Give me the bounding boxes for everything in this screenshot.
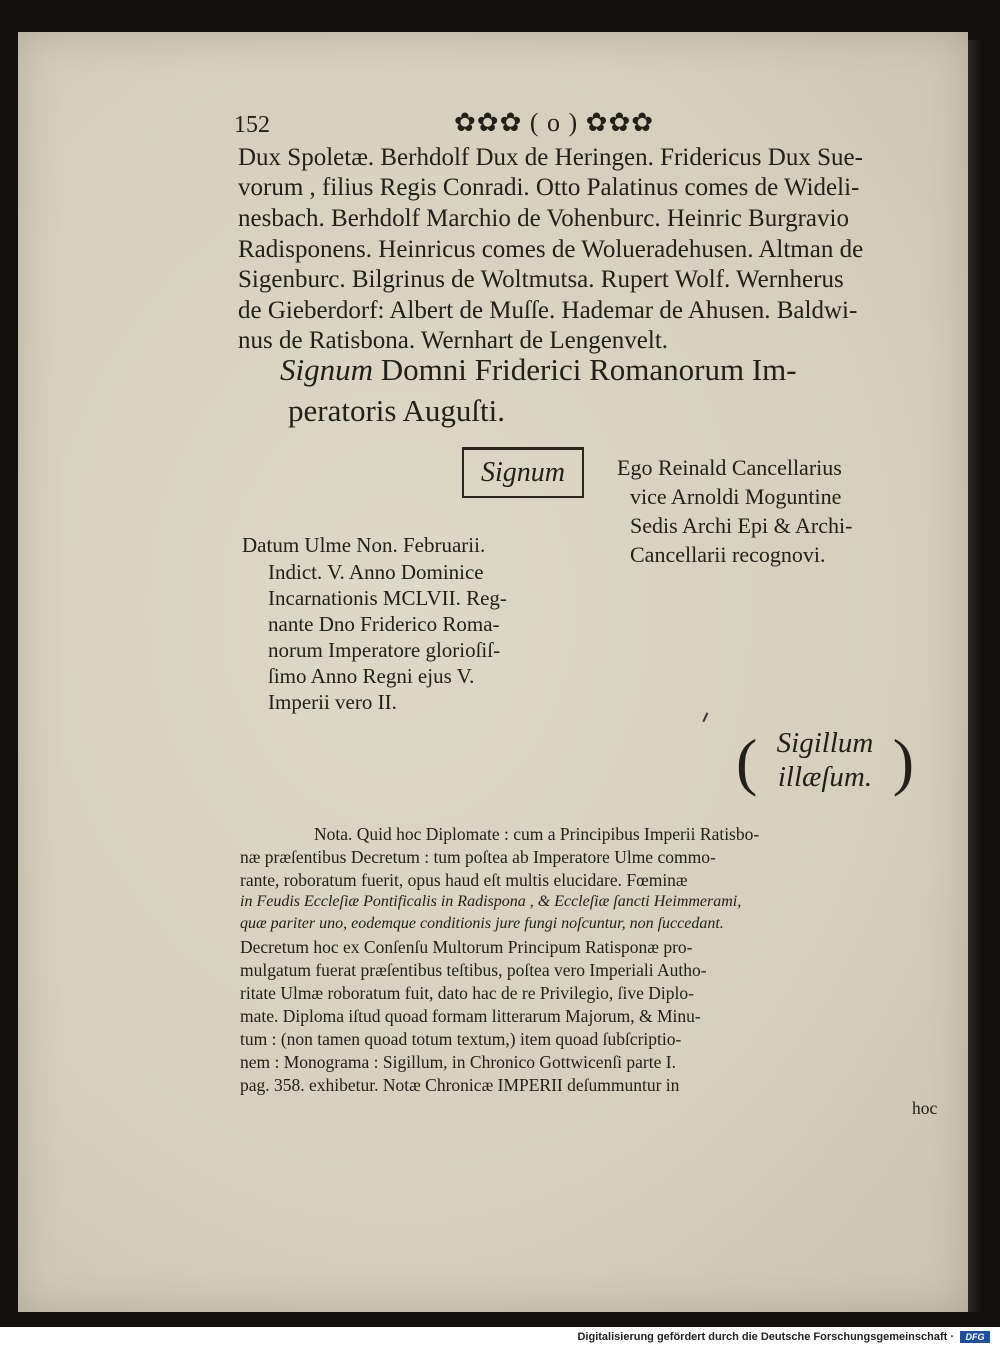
signum-heading-line2: peratoris Auguſti. — [288, 393, 505, 428]
body-line: Dux Spoletæ. Berhdolf Dux de Heringen. Fridericus Dux Sue- — [238, 144, 863, 171]
nota-line-italic: in Feudis Eccleſiæ Pontificalis in Radispona , & Eccleſiæ ſancti Heimmerami, — [240, 893, 742, 910]
datum-line: nante Dno Friderico Roma- — [268, 612, 500, 636]
page-edge — [968, 40, 984, 1312]
chancellor-line: Cancellarii recognovi. — [630, 542, 826, 567]
footer-bar — [0, 1327, 1000, 1347]
chancellor-line: Ego Reinald Cancellarius — [617, 455, 842, 480]
datum-line: Incarnationis MCLVII. Reg- — [268, 586, 507, 610]
body-line: Sigenburc. Bilgrinus de Woltmutsa. Rupert Wolf. Wernherus — [238, 266, 844, 293]
catchword: hoc — [912, 1098, 938, 1118]
signum-monogram-box: Signum — [462, 447, 584, 498]
page-number: 152 — [234, 112, 270, 138]
nota-line: næ præſentibus Decretum : tum poſtea ab Imperatore Ulme commo- — [240, 847, 716, 867]
dfg-logo[interactable]: DFG — [960, 1331, 990, 1343]
signum-heading-line1 — [280, 352, 797, 388]
body-line: de Gieberdorf: Albert de Muſſe. Hademar de Ahusen. Baldwi- — [238, 297, 858, 324]
seal-bracket-right: ) — [892, 726, 914, 797]
nota-line: mate. Diploma iſtud quoad formam litterarum Majorum, & Minu- — [240, 1006, 701, 1026]
nota-line: Nota. Quid hoc Diplomate : cum a Principibus Imperii Ratisbo- — [314, 824, 760, 844]
nota-line: ritate Ulmæ roboratum fuit, dato hac de re Privilegio, ſive Diplo- — [240, 983, 694, 1003]
datum-line: ſimo Anno Regni ejus V. — [268, 664, 475, 688]
funding-credit: Digitalisierung gefördert durch die Deutsche Forschungsgemeinschaft · — [577, 1331, 954, 1343]
seal-line2: illæſum. — [777, 761, 873, 793]
signum-heading-rest: Domni Friderici Romanorum Im- — [380, 352, 797, 387]
datum-line: norum Imperatore glorioſiſ- — [268, 638, 501, 662]
datum-line: Imperii vero II. — [268, 690, 397, 714]
chancellor-line: vice Arnoldi Moguntine — [630, 484, 842, 509]
nota-line: Decretum hoc ex Conſenſu Multorum Principum Ratisponæ pro- — [240, 937, 693, 957]
chancellor-line: Sedis Archi Epi & Archi- — [630, 513, 853, 538]
nota-line: pag. 358. exhibetur. Notæ Chronicæ IMPERII deſummuntur in — [240, 1075, 680, 1095]
seal-bracket-left: ( — [736, 726, 758, 797]
nota-line: mulgatum fuerat præſentibus teſtibus, poſtea vero Imperiali Autho- — [240, 960, 707, 980]
body-line: nus de Ratisbona. Wernhart de Lengenvelt. — [238, 327, 669, 354]
nota-line-italic: quæ pariter uno, eodemque conditionis jure fungi noſcuntur, non ſuccedant. — [240, 915, 724, 932]
datum-line: Datum Ulme Non. Februarii. — [242, 533, 486, 557]
seal-notation — [736, 726, 914, 798]
body-line: vorum , filius Regis Conradi. Otto Palatinus comes de Wideli- — [238, 174, 860, 201]
datum-line: Indict. V. Anno Dominice — [268, 560, 484, 584]
header-ornament: ✿✿✿ ( o ) ✿✿✿ — [454, 108, 655, 137]
nota-line: tum : (non tamen quoad totum textum,) item quoad ſubſcriptio- — [240, 1029, 682, 1049]
seal-line1: Sigillum — [776, 727, 874, 759]
nota-line: nem : Monograma : Sigillum, in Chronico Gottwicenſi parte I. — [240, 1052, 676, 1072]
nota-line: rante, roboratum fuerit, opus haud eſt multis elucidare. Fœminæ — [240, 870, 688, 890]
body-line: Radisponens. Heinricus comes de Wolueradehusen. Altman de — [238, 236, 864, 263]
body-line: nesbach. Berhdolf Marchio de Vohenburc. Heinric Burgravio — [238, 205, 849, 232]
signum-word: Signum — [280, 352, 373, 387]
